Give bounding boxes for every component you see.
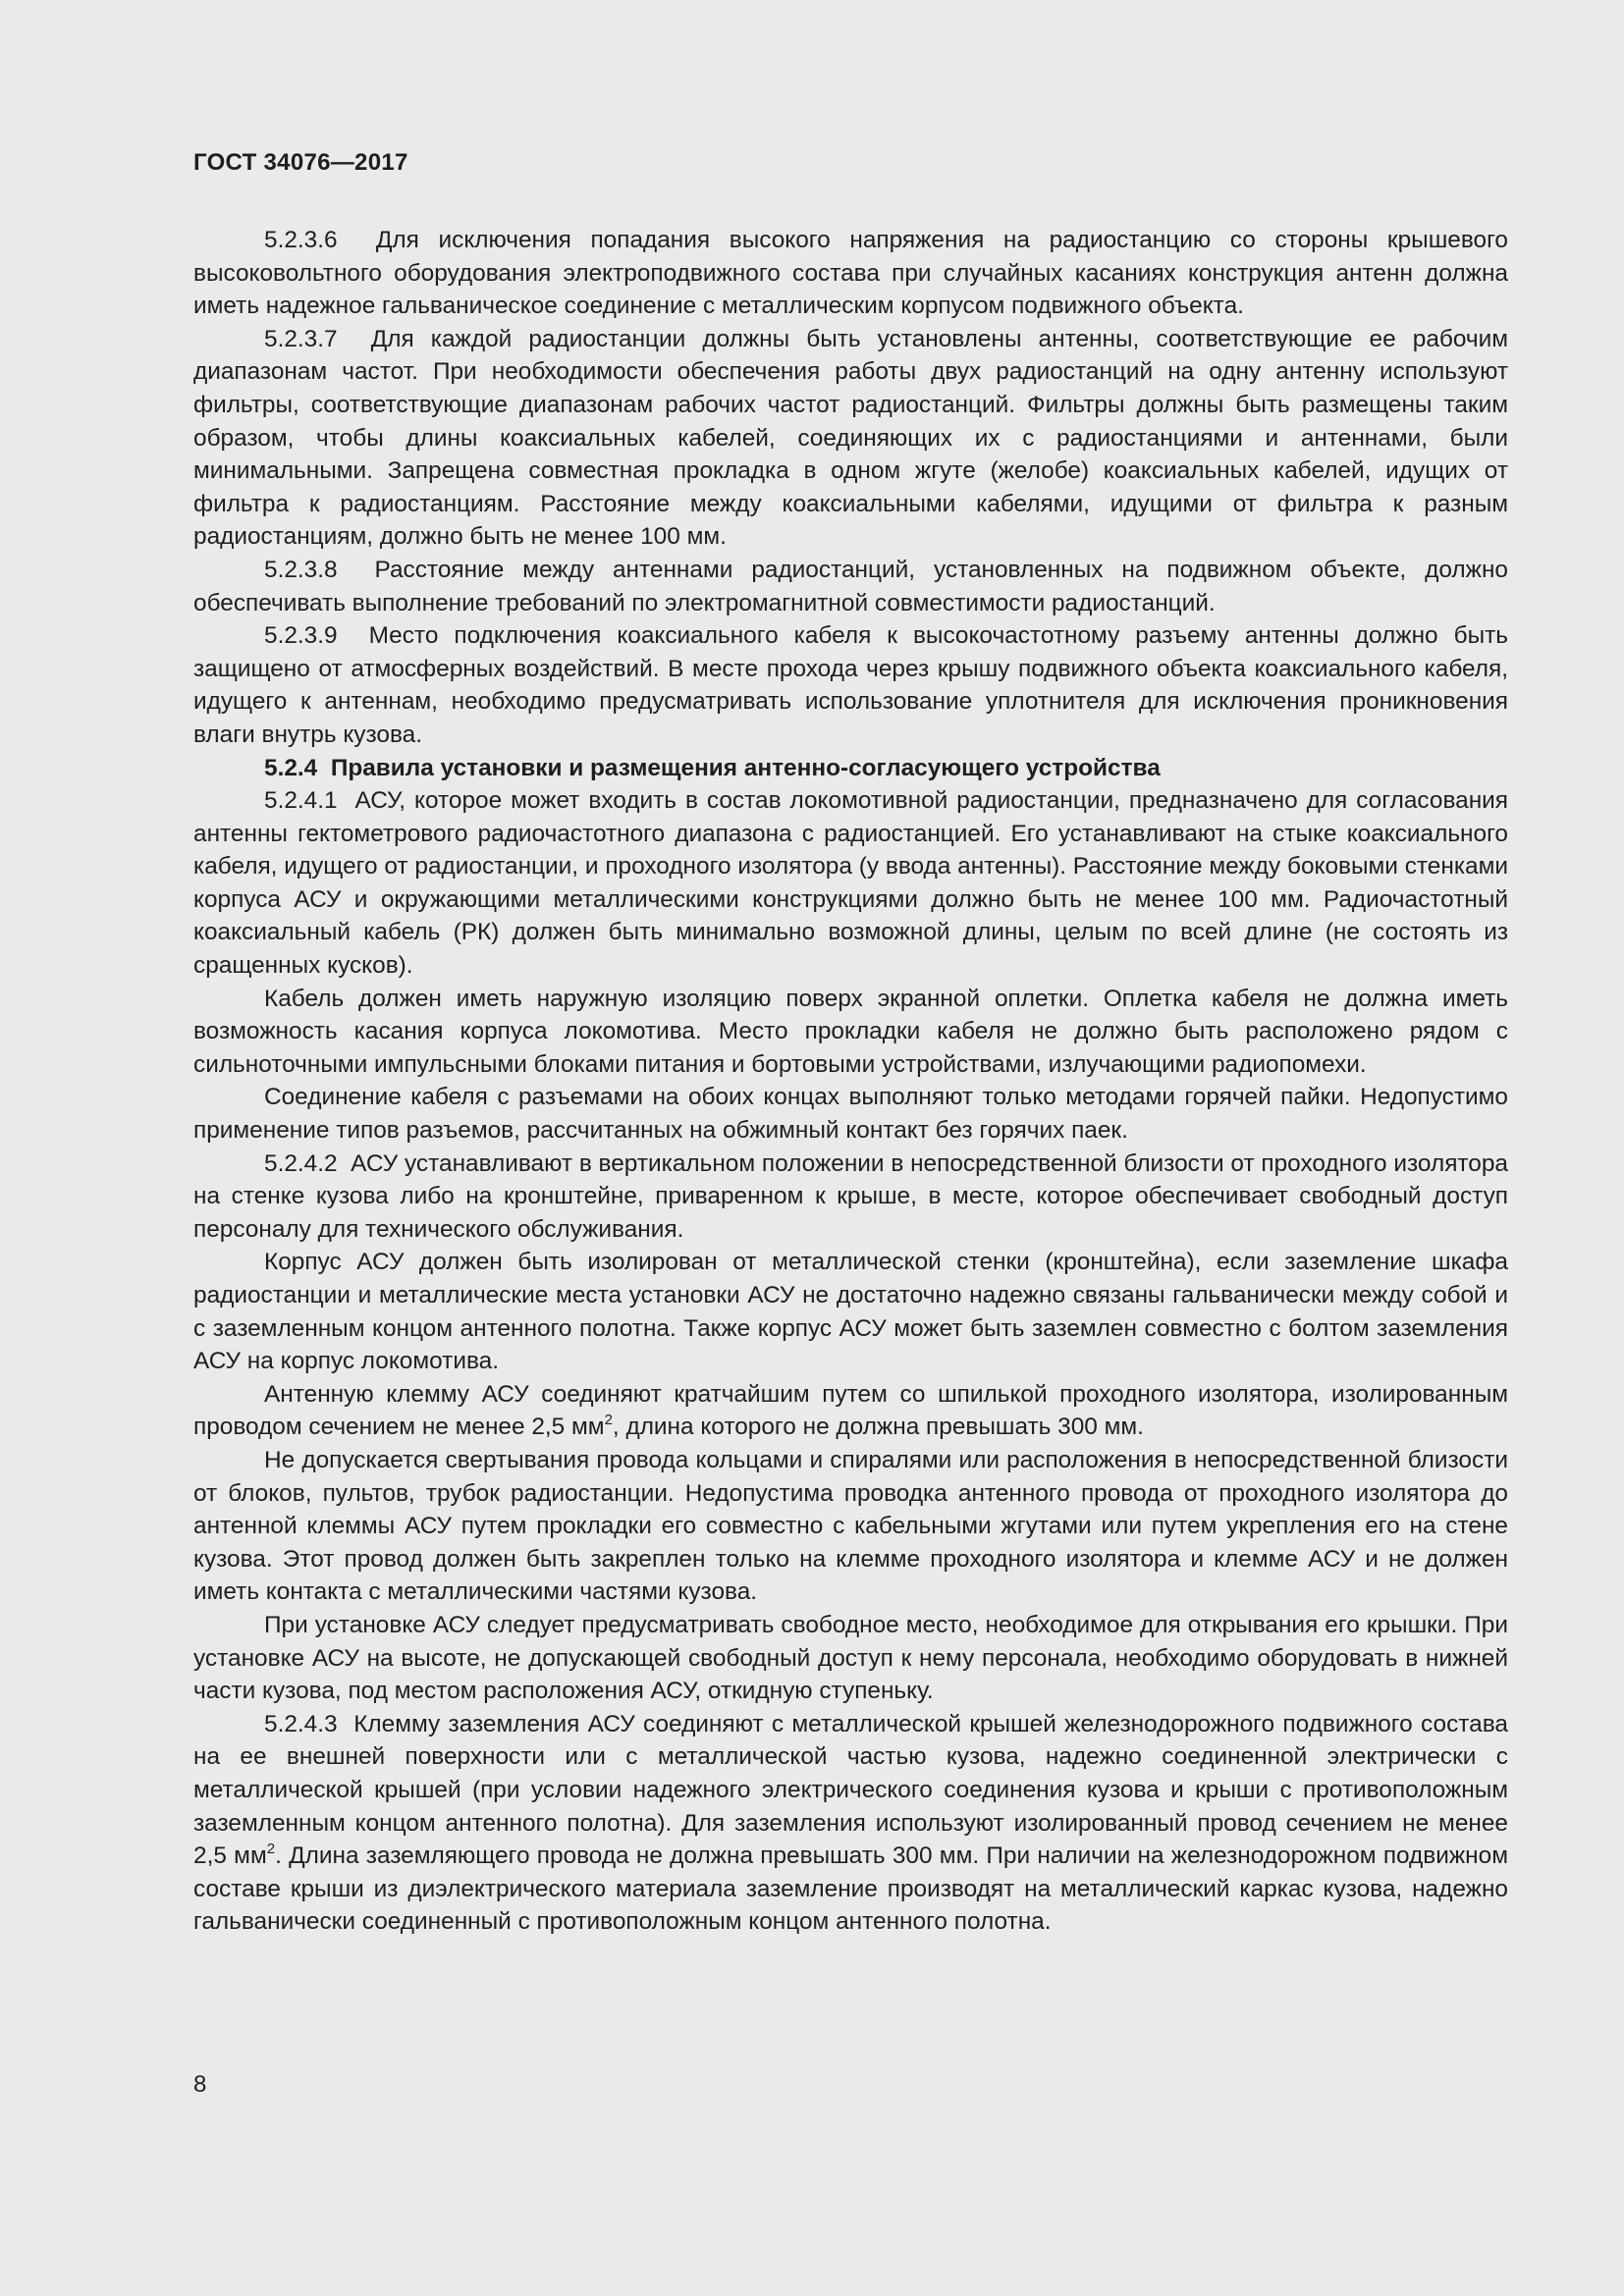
clause-number: 5.2.3.9 (264, 622, 338, 650)
paragraph-wire-routing (193, 1444, 1508, 1609)
clause-number: 5.2.4 (264, 754, 318, 781)
paragraph-5-2-3-7 (193, 323, 1508, 554)
paragraph-text: Для исключения попадания высокого напряжения на радиостанцию со стороны крышевого высоковольтного оборудования электроподвижного состава при случайных касаниях конструкция антенн должна иметь надежное гальваническое соединение с металлическим корпусом подвижного объекта. (193, 227, 1508, 320)
paragraph-text: Для каждой радиостанции должны быть установлены антенны, соответствующие ее рабочим диапазонам частот. При необходимости обеспечения работы двух радиостанций на одну антенну используют фильтры, соответствующие диапазонам рабочих частот радиостанций. Фильтры должны быть размещены таким образом, чтобы длины коаксиальных кабелей, соединяющих их с радиостанциями и антеннами, были минимальными. Запрещена совместная прокладка в одном жгуте (желобе) коаксиальных кабелей, идущих от фильтра к радиостанциям. Расстояние между коаксиальными кабелями, идущими от фильтра к разным радиостанциям, должно быть не менее 100 мм. (193, 325, 1508, 551)
clause-number: 5.2.4.1 (264, 787, 338, 815)
paragraph-text: Клемму заземления АСУ соединяют с металлической крышей железнодорожного подвижного состава на ее внешней поверхности или с металлической частью кузова, надежно соединенной электрически с металлической крышей (при условии надежного электрического соединения кузова и крыши с противоположным заземленным концом антенного полотна). Для заземления используют изолированный провод сечением не менее 2,5 мм (193, 1710, 1508, 1870)
paragraph-text: АСУ устанавливают в вертикальном положении в непосредственной близости от проходного изолятора на стенке кузова либо на кронштейне, приваренном к крыше, в месте, которое обеспечивает свободный доступ персоналу для технического обслуживания. (193, 1149, 1508, 1243)
superscript: 2 (604, 1412, 613, 1429)
paragraph-5-2-3-8 (193, 554, 1508, 619)
body-text (193, 224, 1508, 1939)
clause-number: 5.2.4.2 (264, 1149, 338, 1177)
paragraph-text-tail: , длина которого не должна превышать 300 мм. (612, 1414, 1144, 1441)
paragraph-5-2-3-9 (193, 619, 1508, 751)
paragraph-text: Корпус АСУ должен быть изолирован от металлической стенки (кронштейна), если заземление шкафа радиостанции и металлические места установки АСУ не достаточно надежно связаны гальванически между собой и с заземленным концом антенного полотна. Также корпус АСУ может быть заземлен совместно с болтом заземления АСУ на корпус локомотива. (193, 1249, 1508, 1375)
paragraph-5-2-4-2 (193, 1148, 1508, 1247)
paragraph-5-2-4-1 (193, 784, 1508, 983)
superscript: 2 (266, 1841, 276, 1858)
paragraph-text: Антенную клемму АСУ соединяют кратчайшим путем со шпилькой проходного изолятора, изолированным проводом сечением не менее 2,5 мм (193, 1380, 1508, 1441)
clause-number: 5.2.3.7 (264, 325, 338, 352)
paragraph-5-2-4-3 (193, 1708, 1508, 1939)
paragraph-5-2-3-6 (193, 224, 1508, 323)
paragraph-antenna-terminal (193, 1378, 1508, 1444)
paragraph-asu-housing (193, 1246, 1508, 1377)
paragraph-cable-soldering (193, 1081, 1508, 1147)
document-code-header: ГОСТ 34076—2017 (193, 149, 408, 176)
section-heading-5-2-4 (193, 752, 1508, 785)
paragraph-text-tail: . Длина заземляющего провода не должна превышать 300 мм. При наличии на железнодорожном подвижном составе крыши из диэлектрического материала заземление производят на металлический каркас кузова, надежно гальванически соединенный с противоположным концом антенного полотна. (193, 1842, 1508, 1936)
paragraph-text: Место подключения коаксиального кабеля к высокочастотному разъему антенны должно быть защищено от атмосферных воздействий. В месте прохода через крышу подвижного объекта коаксиального кабеля, идущего к антеннам, необходимо предусматривать использование уплотнителя для исключения проникновения влаги внутрь кузова. (193, 622, 1508, 748)
clause-number: 5.2.3.8 (264, 556, 338, 583)
paragraph-text: При установке АСУ следует предусматривать свободное место, необходимое для открывания его крышки. При установке АСУ на высоте, не допускающей свободный доступ к нему персонала, необходимо оборудовать в нижней части кузова, под местом расположения АСУ, откидную ступеньку. (193, 1611, 1508, 1705)
page-number: 8 (193, 2071, 207, 2098)
paragraph-text: Кабель должен иметь наружную изоляцию поверх экранной оплетки. Оплетка кабеля не должна иметь возможность касания корпуса локомотива. Место прокладки кабеля не должно быть расположено рядом с сильноточными импульсными блоками питания и бортовыми устройствами, излучающими радиопомехи. (193, 985, 1508, 1078)
paragraph-text: Не допускается свертывания провода кольцами и спиралями или расположения в непосредственной близости от блоков, пультов, трубок радиостанции. Недопустима проводка антенного провода от проходного изолятора до антенной клеммы АСУ путем прокладки его совместно с кабельными жгутами или путем укрепления его на стене кузова. Этот провод должен быть закреплен только на клемме проходного изолятора и клемме АСУ и не должен иметь контакта с металлическими частями кузова. (193, 1446, 1508, 1606)
clause-number: 5.2.3.6 (264, 227, 338, 253)
paragraph-cable-insulation (193, 983, 1508, 1082)
section-heading-text: Правила установки и размещения антенно-согласующего устройства (330, 754, 1161, 781)
clause-number: 5.2.4.3 (264, 1710, 338, 1737)
paragraph-text: Расстояние между антеннами радиостанций, установленных на подвижном объекте, должно обеспечивать выполнение требований по электромагнитной совместимости радиостанций. (193, 556, 1509, 616)
paragraph-text: Соединение кабеля с разъемами на обоих концах выполняют только методами горячей пайки. Недопустимо применение типов разъемов, рассчитанных на обжимный контакт без горячих паек. (193, 1084, 1508, 1145)
paragraph-text: АСУ, которое может входить в состав локомотивной радиостанции, предназначено для согласования антенны гектометрового радиочастотного диапазона с радиостанцией. Его устанавливают на стыке коаксиального кабеля, идущего от радиостанции, и проходного изолятора (у ввода антенны). Расстояние между боковыми стенками корпуса АСУ и окружающими металлическими конструкциями должно быть не менее 100 мм. Радиочастотный коаксиальный кабель (РК) должен быть минимально возможной длины, целым по всей длине (не состоять из сращенных кусков). (193, 787, 1508, 980)
paragraph-asu-installation (193, 1609, 1508, 1708)
